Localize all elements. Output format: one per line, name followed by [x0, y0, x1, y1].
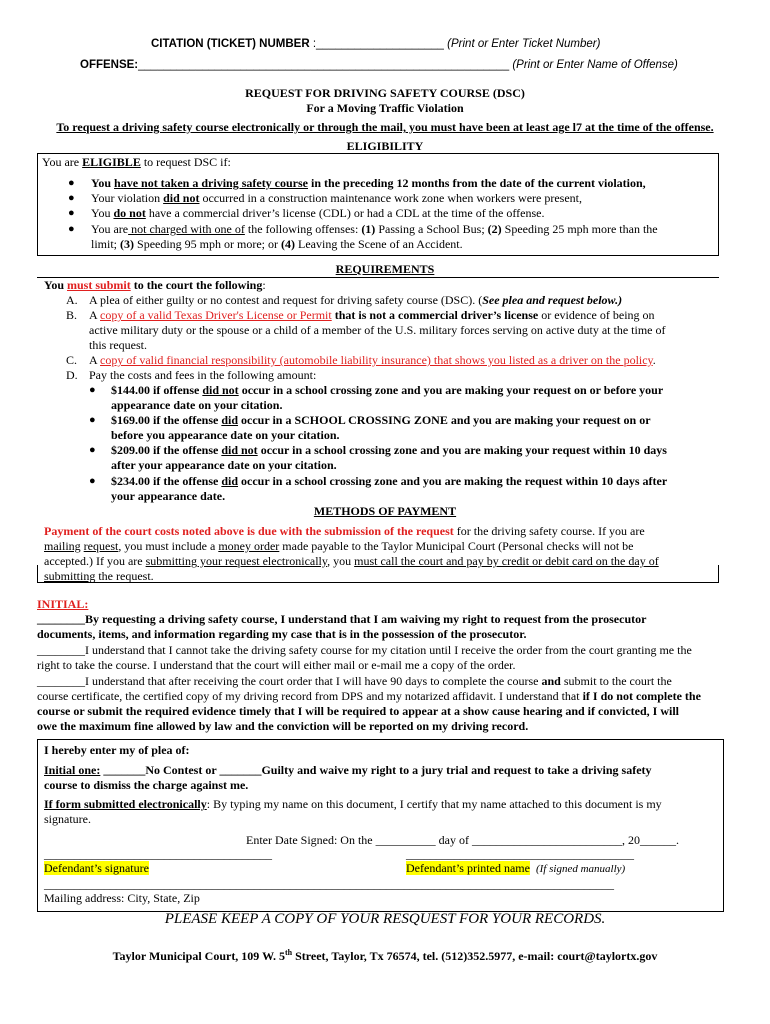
requirements-heading: REQUIREMENTS — [335, 262, 435, 276]
bullet-dot: ● — [68, 223, 75, 235]
signature-field[interactable]: ______________________________________ — [44, 847, 272, 861]
eligibility-item-4-cont: limit; (3) Speeding 95 mph or more; or (4) Leaving the Scene of an Accident. — [91, 237, 463, 251]
initial-p3-l3: course or submit the required evidence timely that I will be required to appear at a show cause hearing and if convicted, I will — [37, 704, 679, 718]
req-b-label: B. — [66, 308, 78, 322]
initial-label: INITIAL: — [37, 597, 89, 611]
fee-234: $234.00 if the offense did occur in a school crossing zone and you are making the request within 10 days after — [111, 474, 668, 488]
initial-p1-l2: documents, items, and information regarding my case that is in the possession of the prosecutor. — [37, 627, 527, 641]
citation-hint: (Print or Enter Ticket Number) — [447, 38, 601, 50]
citation-line — [151, 38, 600, 50]
fee-169: $169.00 if the offense did occur in a SCHOOL CROSSING ZONE and you are making your request on or — [111, 413, 651, 427]
electronic-line2: signature. — [44, 812, 91, 826]
insurance-link[interactable]: copy of valid financial responsibility (automobile liability insurance) that shows you listed as a driver on the policy — [100, 353, 653, 367]
initial-p3-l1[interactable]: ________I understand that after receiving the court order that I will have 90 days to complete the course and submit to the court the — [37, 674, 672, 688]
bullet-dot: ● — [89, 444, 96, 456]
offense-line — [80, 59, 678, 71]
fee-144: $144.00 if offense did not occur in a school crossing zone and you are making your request on or before your — [111, 383, 664, 397]
eligibility-item-4: You are not charged with one of the following offenses: (1) Passing a School Bus; (2) Speeding 25 mph more than the — [91, 222, 658, 236]
req-d-label: D. — [66, 368, 78, 382]
license-link[interactable]: copy of a valid Texas Driver's License or Permit — [100, 308, 332, 322]
offense-hint: (Print or Enter Name of Offense) — [512, 59, 678, 71]
initial-p1-l1[interactable]: ________By requesting a driving safety course, I understand that I am waiving my right to request from the prosecutor — [37, 612, 647, 626]
payment-heading: METHODS OF PAYMENT — [313, 504, 457, 518]
defendant-printed-label: Defendant’s printed name (If signed manually) — [406, 861, 626, 875]
page-title: REQUEST FOR DRIVING SAFETY COURSE (DSC) — [245, 86, 525, 100]
date-signed-field[interactable]: Enter Date Signed: On the __________ day of _________________________, 20______. — [246, 833, 679, 847]
bullet-dot: ● — [68, 207, 75, 219]
payment-line-2: mailing request, you must include a money order made payable to the Taylor Municipal Court (Personal checks will not be — [44, 539, 634, 553]
req-d-text: Pay the costs and fees in the following amount: — [89, 368, 317, 382]
eligible-word: ELIGIBLE — [82, 155, 141, 169]
initial-p3-l2: course certificate, the certified copy of my driving record from DPS and my notarized affidavit. I understand that if I do not complete the — [37, 689, 701, 703]
plea-heading: I hereby enter my of plea of: — [44, 743, 190, 757]
req-b-line2: active military duty or the spouse or a child of a member of the U.S. military forces serving on active duty at the time of — [89, 323, 666, 337]
eligibility-intro: You are ELIGIBLE to request DSC if: — [42, 155, 231, 169]
fee-209-cont: after your appearance date on your citation. — [111, 458, 337, 472]
req-b-line3: this request. — [89, 338, 147, 352]
fee-169-cont: before you appearance date on your citation. — [111, 428, 340, 442]
eligibility-item-2: Your violation did not occurred in a construction maintenance work zone when workers were present, — [91, 191, 582, 205]
plea-initial-line[interactable]: Initial one: _______No Contest or _______Guilty and waive my right to a jury trial and request to take a driving safety — [44, 763, 652, 777]
req-c-label: C. — [66, 353, 78, 367]
fee-144-cont: appearance date on your citation. — [111, 398, 283, 412]
printed-name-field[interactable]: ______________________________________ — [406, 847, 634, 861]
initial-p2-l2: right to take the course. I understand that the court will either mail or e-mail me a copy of the order. — [37, 658, 516, 672]
initial-p2-l1[interactable]: ________I understand that I cannot take the driving safety course for my citation until I receive the order from the court granting me the — [37, 643, 692, 657]
payment-line-1: Payment of the court costs noted above is due with the submission of the request for the driving safety course. If you are — [44, 524, 645, 538]
citation-label: CITATION (TICKET) NUMBER — [151, 38, 310, 50]
payment-bottom-rule — [37, 582, 719, 583]
electronic-line: If form submitted electronically: By typing my name on this document, I certify that my name attached to this document is my — [44, 797, 662, 811]
eligibility-item-1: You have not taken a driving safety course in the preceding 12 months from the date of the current violation, — [91, 176, 646, 190]
rule-right-tick — [718, 565, 719, 582]
offense-field[interactable]: __________________________________________________________ — [138, 59, 510, 71]
must-submit: must submit — [67, 278, 131, 292]
court-address: Taylor Municipal Court, 109 W. 5th Street, Taylor, Tx 76574, tel. (512)352.5977, e-mail: court@taylortx.gov — [112, 948, 658, 963]
offense-label: OFFENSE: — [80, 59, 139, 71]
bullet-dot: ● — [89, 384, 96, 396]
req-a-label: A. — [66, 293, 78, 307]
mailing-address-field[interactable]: _______________________________________________________________________________________________ — [44, 877, 614, 891]
req-a-text: A plea of either guilty or no contest and request for driving safety course (DSC). (See plea and request below.) — [89, 293, 623, 307]
requirements-top-rule — [37, 277, 719, 278]
req-c-text: A copy of valid financial responsibility (automobile liability insurance) that shows you listed as a driver on the policy. — [89, 353, 656, 367]
plea-initial-line2: course to dismiss the charge against me. — [44, 778, 249, 792]
mailing-address-label: Mailing address: City, State, Zip — [44, 891, 200, 905]
page-subtitle: For a Moving Traffic Violation — [306, 101, 464, 115]
fee-209: $209.00 if the offense did not occur in a school crossing zone and you are making your request within 10 days — [111, 443, 667, 457]
payment-line-4: submitting the request. — [44, 569, 154, 583]
initial-p3-l4: owe the maximum fine allowed by law and the conviction will be reported on my driving record. — [37, 719, 529, 733]
requirements-intro: You must submit to the court the following: — [44, 278, 266, 292]
bullet-dot: ● — [68, 177, 75, 189]
bullet-dot: ● — [89, 475, 96, 487]
eligibility-item-3: You do not have a commercial driver’s license (CDL) or had a CDL at the time of the offense. — [91, 206, 545, 220]
fee-234-cont: your appearance date. — [111, 489, 226, 503]
req-b-text: A copy of a valid Texas Driver's License or Permit that is not a commercial driver’s license or evidence of being on — [89, 308, 655, 322]
bullet-dot: ● — [89, 414, 96, 426]
payment-line-3: accepted.) If you are submitting your request electronically, you must call the court and pay by credit or debit card on the day of — [44, 554, 659, 568]
eligibility-heading: ELIGIBILITY — [346, 139, 424, 153]
rule-left-tick — [37, 565, 38, 582]
defendant-signature-label: Defendant’s signature — [44, 861, 149, 875]
citation-field[interactable]: :____________________ — [312, 38, 444, 50]
keep-copy-notice: PLEASE KEEP A COPY OF YOUR RESQUEST FOR YOUR RECORDS. — [164, 911, 606, 927]
bullet-dot: ● — [68, 192, 75, 204]
age-note: To request a driving safety course electronically or through the mail, you must have been at least age l7 at the time of the offense. — [56, 120, 714, 134]
